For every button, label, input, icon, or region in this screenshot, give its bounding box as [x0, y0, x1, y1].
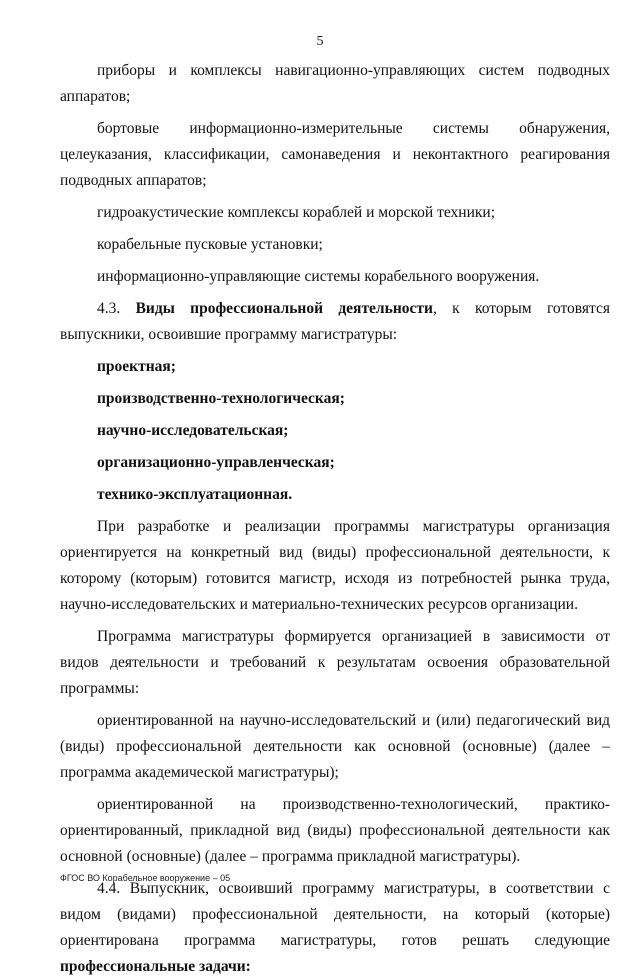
footer: ФГОС ВО Корабельное вооружение – 05: [60, 873, 231, 883]
paragraph-launchers: корабельные пусковые установки;: [97, 236, 323, 253]
paragraph-academic: ориентированной на научно-исследовательский и (или) педагогический вид (виды) профессиональной деятельности как основной (основные) (далее – программа академической магистратуры);: [60, 712, 610, 781]
paragraph-applied: ориентированной на производственно-технологический, практико-ориентированный, прикладной вид (виды) профессиональной деятельности как основной (основные) (далее – программа прикладной магистратуры).: [60, 796, 610, 865]
kind-item: научно-исследовательская;: [97, 422, 289, 439]
paragraph-devices: приборы и комплексы навигационно-управляющих систем подводных аппаратов;: [60, 62, 610, 105]
kind-item: технико-эксплуатационная.: [97, 486, 293, 503]
section-4-4-bold: профессиональные задачи:: [60, 958, 251, 975]
section-4-4-text: 4.4. Выпускник, освоивший программу магистратуры, в соответствии с видом (видами) профессиональной деятельности, на который (которые) ориентирована программа магистратуры, готов решать следующие: [60, 880, 610, 949]
section-4-3: [60, 296, 610, 348]
section-text: , к которым готовятся выпускники, освоившие программу магистратуры:: [60, 300, 610, 343]
paragraph-info-systems: информационно-управляющие системы корабельного вооружения.: [97, 268, 540, 285]
kind-item: проектная;: [97, 358, 176, 375]
section-number: 4.3.: [97, 300, 121, 317]
kind-item: организационно-управленческая;: [97, 454, 335, 471]
paragraph-hydroacoustic: гидроакустические комплексы кораблей и морской техники;: [97, 204, 496, 221]
section-4-4: [60, 876, 610, 980]
paragraph-program-formation: Программа магистратуры формируется организацией в зависимости от видов деятельности и требований к результатам освоения образовательной программы:: [60, 628, 610, 697]
page-number: 5: [316, 34, 324, 49]
paragraph-development: При разработке и реализации программы магистратуры организация ориентируется на конкретный вид (виды) профессиональной деятельности, к которому (которым) готовится магистр, исходя из потребностей рынка труда, научно-исследовательских и материально-технических ресурсов организации.: [60, 518, 610, 613]
paragraph-onboard-systems: бортовые информационно-измерительные системы обнаружения, целеуказания, классификации, самонаведения и неконтактного реагирования подводных аппаратов;: [60, 120, 610, 189]
section-heading: Виды профессиональной деятельности: [135, 300, 433, 317]
document-body: [60, 58, 610, 980]
kind-item: производственно-технологическая;: [97, 390, 345, 407]
